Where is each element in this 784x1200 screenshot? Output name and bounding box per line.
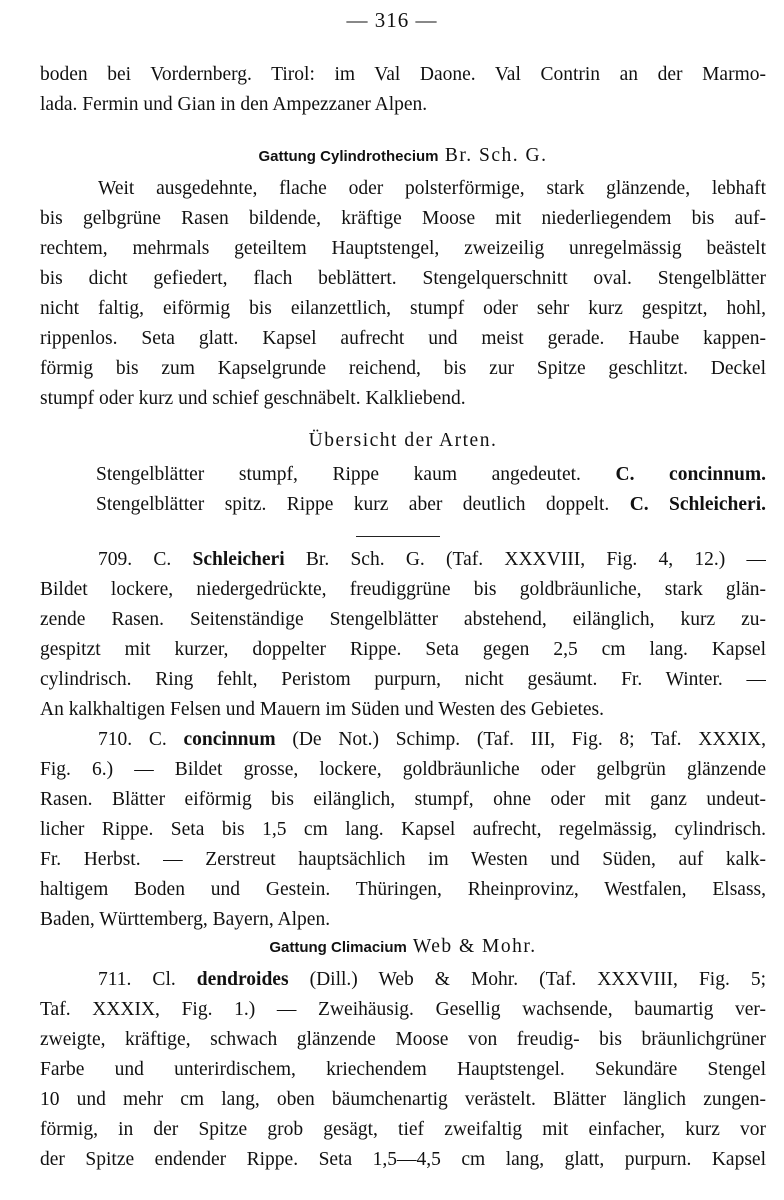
species-name: concinnum [183,729,276,750]
species-entry-711 [40,965,766,1175]
key-row [96,490,766,520]
text-line: Taf. XXXIX, Fig. 1.) — Zweihäusig. Gesellig wachsende, baumartig ver- [40,999,766,1020]
text-line: förmig bis zum Kapselgrunde reichend, bis zur Spitze geschlitzt. Deckel [40,358,766,379]
text-line: gespitzt mit kurzer, doppelter Rippe. Seta gegen 2,5 cm lang. Kapsel [40,639,766,660]
text-line: 10 und mehr cm lang, oben bäumchenartig verästelt. Blätter länglich zungen- [40,1089,766,1110]
text-line: Fig. 6.) — Bildet grosse, lockere, goldbräunliche oder gelbgrün glänzende [40,759,766,780]
species-first-line [40,545,766,575]
text-line: bis dicht gefiedert, flach beblättert. Stengelquerschnitt oval. Stengelblätter [40,268,766,289]
genus-label: Gattung Cylindrothecium [258,148,439,165]
text-line: Baden, Württemberg, Bayern, Alpen. [40,909,331,930]
divider-rule [356,536,440,537]
species-first-line [40,965,766,995]
text-line: stumpf oder kurz und schief geschnäbelt. Kalkliebend. [40,388,466,409]
species-rest: (De Not.) Schimp. (Taf. III, Fig. 8; Taf. XXXIX, [292,729,766,750]
species-number: 709. C. [98,549,172,570]
species-entry-710 [40,725,766,935]
text-line: haltigem Boden und Gestein. Thüringen, Rheinprovinz, Westfalen, Elsass, [40,879,766,900]
key-text: Stengelblätter stumpf, Rippe kaum angedeutet. [96,464,581,485]
key-taxon: C. concinnum. [615,464,766,485]
genus-label: Gattung Climacium [269,939,407,956]
genus-author: Br. Sch. G. [438,145,548,166]
text-line: der Spitze endender Rippe. Seta 1,5—4,5 cm lang, glatt, purpurn. Kapsel [40,1149,766,1170]
species-key [96,460,766,520]
overview-heading: Übersicht der Arten. [308,430,498,451]
species-first-line [40,725,766,755]
page-number: — 316 — [346,8,438,32]
text-line: cylindrisch. Ring fehlt, Peristom purpurn, nicht gesäumt. Fr. Winter. — [40,669,766,690]
species-name: Schleicheri [192,549,285,570]
text-line: Rasen. Blätter eiförmig bis eilänglich, stumpf, ohne oder mit ganz undeut- [40,789,766,810]
genus-description [40,174,766,414]
species-number: 710. C. [98,729,167,750]
text-line: Fr. Herbst. — Zerstreut hauptsächlich im Westen und Süden, auf kalk- [40,849,766,870]
text-line: licher Rippe. Seta bis 1,5 cm lang. Kapsel aufrecht, regelmässig, cylindrisch. [40,819,766,840]
genus-heading-climacium [40,932,766,962]
genus-author: Web & Mohr. [406,936,537,957]
genus-heading-cylindrothecium [40,141,766,171]
text-line: rechtem, mehrmals geteiltem Hauptstengel, zweizeilig unregelmässig beästelt [40,238,766,259]
text-line: förmig, in der Spitze grob gesägt, tief zweifaltig mit einfacher, kurz vor [40,1119,766,1140]
species-rest: (Dill.) Web & Mohr. (Taf. XXXVIII, Fig. 5; [309,969,766,990]
key-text: Stengelblätter spitz. Rippe kurz aber deutlich doppelt. [96,494,610,515]
text-line: zende Rasen. Seitenständige Stengelblätter abstehend, eilänglich, kurz zu- [40,609,766,630]
text-line: Weit ausgedehnte, flache oder polsterförmige, stark glänzende, lebhaft [98,178,766,199]
key-taxon: C. Schleicheri. [629,494,766,515]
species-name: dendroides [196,969,289,990]
species-rest: Br. Sch. G. (Taf. XXXVIII, Fig. 4, 12.) — [305,549,766,570]
text-line: bis gelbgrüne Rasen bildende, kräftige Moose mit niederliegendem bis auf- [40,208,766,229]
text-line: Bildet lockere, niedergedrückte, freudiggrüne bis goldbräunliche, stark glän- [40,579,766,600]
text-line: nicht faltig, eiförmig bis eilanzettlich, stumpf oder sehr kurz gespitzt, hohl, [40,298,766,319]
species-entry-709 [40,545,766,725]
text-line: Farbe und unterirdischem, kriechendem Hauptstengel. Sekundäre Stengel [40,1059,766,1080]
key-row [96,460,766,490]
text-line: zweigte, kräftige, schwach glänzende Moose von freudig- bis bräunlichgrüner [40,1029,766,1050]
text-line: rippenlos. Seta glatt. Kapsel aufrecht und meist gerade. Haube kappen- [40,328,766,349]
species-number: 711. Cl. [98,969,176,990]
text-line: An kalkhaltigen Felsen und Mauern im Süden und Westen des Gebietes. [40,699,605,720]
text-line: boden bei Vordernberg. Tirol: im Val Daone. Val Contrin an der Marmo- [40,64,766,85]
intro-paragraph [40,60,766,120]
text-line: lada. Fermin und Gian in den Ampezzaner Alpen. [40,94,428,115]
